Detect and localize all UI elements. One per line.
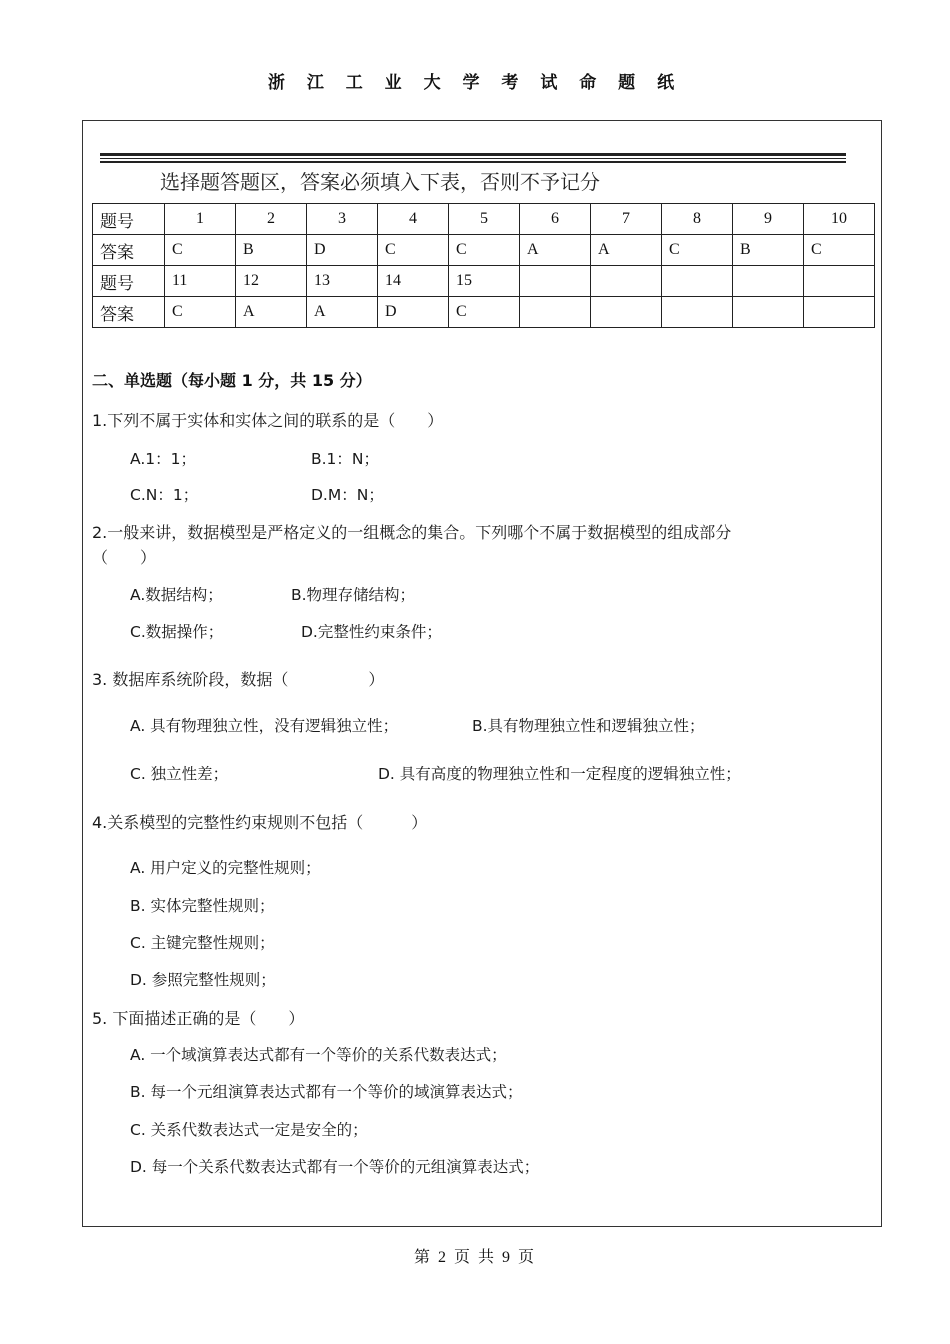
- option: C.数据操作；: [130, 623, 224, 641]
- option: A.1：1；: [130, 450, 196, 468]
- question-number-cell: 7: [591, 204, 662, 235]
- question-number-cell: [662, 266, 733, 297]
- question-stem: 5. 下面描述正确的是（ ）: [92, 1009, 305, 1028]
- answer-cell: C: [804, 235, 875, 266]
- question-number-cell: 14: [378, 266, 449, 297]
- question-number-cell: 10: [804, 204, 875, 235]
- option: D. 参照完整性规则；: [130, 971, 276, 989]
- row-label-question: 题号: [93, 266, 165, 297]
- option: C. 关系代数表达式一定是安全的；: [130, 1121, 368, 1139]
- question-number-cell: 3: [307, 204, 378, 235]
- answer-cell: A: [520, 235, 591, 266]
- option: A. 一个域演算表达式都有一个等价的关系代数表达式；: [130, 1046, 507, 1064]
- header-rule: [100, 153, 846, 156]
- answer-cell: B: [733, 235, 804, 266]
- question-number-cell: 1: [165, 204, 236, 235]
- question-stem: 2.一般来讲，数据模型是严格定义的一组概念的集合。下列哪个不属于数据模型的组成部分: [92, 523, 732, 542]
- answer-cell: A: [307, 297, 378, 328]
- option: D. 具有高度的物理独立性和一定程度的逻辑独立性；: [378, 765, 741, 783]
- option: C. 主键完整性规则；: [130, 934, 275, 952]
- option: D. 每一个关系代数表达式都有一个等价的元组演算表达式；: [130, 1158, 540, 1176]
- row-label-answer: 答案: [93, 235, 165, 266]
- page-title: 浙 江 工 业 大 学 考 试 命 题 纸: [267, 73, 683, 93]
- question-number-cell: 8: [662, 204, 733, 235]
- option: D.完整性约束条件；: [301, 623, 442, 641]
- answer-cell: C: [449, 235, 520, 266]
- option: B. 实体完整性规则；: [130, 897, 275, 915]
- option: D.M：N；: [311, 486, 384, 504]
- answer-cell: B: [236, 235, 307, 266]
- answer-cell: [804, 297, 875, 328]
- option: C.N：1；: [130, 486, 199, 504]
- table-row: [93, 297, 875, 328]
- question-number-cell: 6: [520, 204, 591, 235]
- answer-cell: C: [449, 297, 520, 328]
- answer-cell: C: [165, 235, 236, 266]
- option: A. 具有物理独立性，没有逻辑独立性；: [130, 717, 399, 735]
- answer-table: [92, 203, 875, 328]
- question-number-cell: 12: [236, 266, 307, 297]
- option: B.物理存储结构；: [291, 586, 416, 604]
- answer-cell: A: [591, 235, 662, 266]
- answer-cell: [520, 297, 591, 328]
- question-number-cell: [804, 266, 875, 297]
- option: A. 用户定义的完整性规则；: [130, 859, 321, 877]
- option: B.具有物理独立性和逻辑独立性；: [472, 717, 705, 735]
- part-heading: 二、单选题（每小题 1 分，共 15 分）: [92, 371, 372, 390]
- question-number-cell: [520, 266, 591, 297]
- answer-cell: [662, 297, 733, 328]
- question-stem: 1.下列不属于实体和实体之间的联系的是（ ）: [92, 411, 444, 430]
- answer-cell: A: [236, 297, 307, 328]
- question-stem: 3. 数据库系统阶段，数据（ ）: [92, 670, 385, 689]
- question-number-cell: 13: [307, 266, 378, 297]
- question-number-cell: [733, 266, 804, 297]
- header-rule: [100, 161, 846, 163]
- question-number-cell: 15: [449, 266, 520, 297]
- table-row: [93, 266, 875, 297]
- question-number-cell: 11: [165, 266, 236, 297]
- answer-section-heading: 选择题答题区，答案必须填入下表，否则不予记分: [160, 170, 600, 194]
- page-number: 第 2 页 共 9 页: [413, 1249, 536, 1266]
- answer-cell: D: [378, 297, 449, 328]
- answer-cell: C: [165, 297, 236, 328]
- answer-cell: D: [307, 235, 378, 266]
- option: B.1：N；: [311, 450, 380, 468]
- answer-cell: [591, 297, 662, 328]
- table-row: [93, 235, 875, 266]
- question-number-cell: 9: [733, 204, 804, 235]
- option: A.数据结构；: [130, 586, 223, 604]
- row-label-answer: 答案: [93, 297, 165, 328]
- answer-cell: C: [378, 235, 449, 266]
- answer-cell: C: [662, 235, 733, 266]
- header-rule: [100, 158, 846, 159]
- option: C. 独立性差；: [130, 765, 229, 783]
- question-stem-continuation: （ ）: [92, 548, 157, 567]
- table-row: [93, 204, 875, 235]
- question-number-cell: 4: [378, 204, 449, 235]
- question-stem: 4.关系模型的完整性约束规则不包括（ ）: [92, 813, 428, 832]
- question-number-cell: 2: [236, 204, 307, 235]
- row-label-question: 题号: [93, 204, 165, 235]
- answer-cell: [733, 297, 804, 328]
- option: B. 每一个元组演算表达式都有一个等价的域演算表达式；: [130, 1083, 523, 1101]
- question-number-cell: 5: [449, 204, 520, 235]
- question-number-cell: [591, 266, 662, 297]
